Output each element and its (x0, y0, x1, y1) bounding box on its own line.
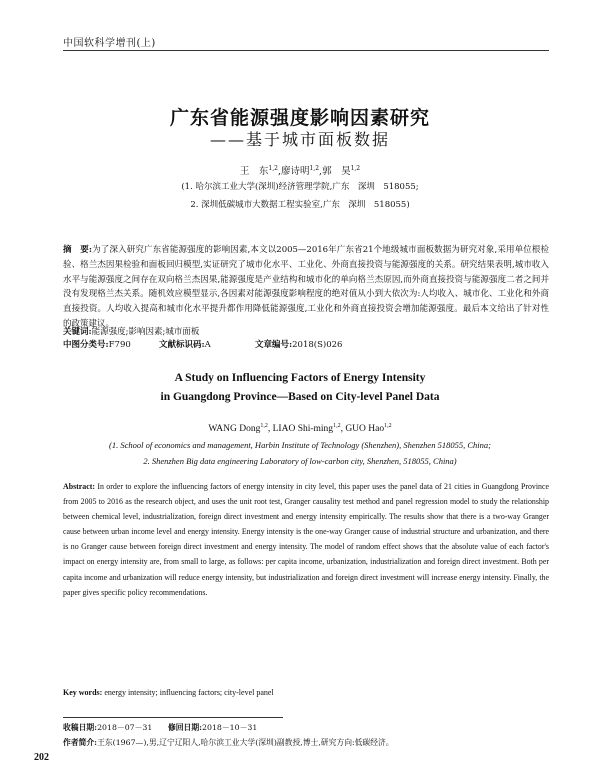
clc-value: F790 (108, 340, 131, 350)
page-number: 202 (34, 752, 49, 763)
en-affiliation-1: (1. School of economics and management, Harbin Institute of Technology (Shenzhen), Shenzhen 518055, China; (109, 440, 491, 450)
header-divider (63, 50, 549, 51)
article-no-label: 文章编号: (255, 340, 293, 350)
author-info-text: 王东(1967—),男,辽宁辽阳人,哈尔滨工业大学(深圳)副教授,博士,研究方向:低碳经济。 (97, 738, 394, 747)
revised-label: 修回日期: (167, 723, 203, 732)
en-title-line-2: in Guangdong Province—Based on City-level Panel Data (160, 391, 440, 403)
clc-label: 中图分类号: (63, 340, 109, 350)
received-label: 收稿日期: (63, 723, 98, 732)
en-title-line-1: A Study on Influencing Factors of Energy Intensity (174, 372, 426, 384)
en-abstract-label: Abstract: (63, 482, 95, 491)
en-abstract-text: In order to explore the influencing factors of energy intensity in city level, this paper uses the panel data of 21 cities in Guangdong Province from 2005 to 2016 as the research object, and uses the unit root test, Granger causality test method and panel regression model to study the relationship between chemical level, industrialization, foreign direct investment and energy intensity empirically. The results show that there is a two-way Granger cause between urban income level and energy intensity. Energy intensity is the one-way Granger cause of industrial structure and urbanization, and there is no Granger cause between foreign direct investment and energy intensity. The model of random effect shows that the absolute value of each factor's impact on energy intensity are, from small to large, as follows: per capita income, urbanization, industrialization and foreign direct investment. Both per capita income and urbanization will reduce energy intensity, but industrialization and foreign direct investment will increase energy intensity. Finally, the paper gives specific policy recommendations. (63, 482, 549, 597)
en-author-name: WANG Dong (208, 424, 261, 435)
en-author-name: GUO Hao (345, 424, 385, 435)
author-info-label: 作者简介: (63, 738, 98, 747)
en-keywords-text: energy intensity; influencing factors; city-level panel (104, 688, 274, 697)
en-abstract (63, 479, 549, 600)
en-author-sup: 1,2 (333, 423, 341, 429)
en-authors: WANG Dong$^{1,2}$, LIAO Shi-ming$^{1,2}$, GUO Hao$^{1,2}$ (208, 423, 392, 435)
en-keywords-label: Key words: (63, 688, 103, 697)
article-no-value: 2018(S)026 (292, 340, 343, 350)
cn-author-sup: 1,2 (268, 164, 278, 172)
cn-keywords-label: 关键词: (63, 327, 92, 337)
author-info-footnote (63, 737, 394, 748)
cn-authors: 王 东$^{1,2}$,廖诗明$^{1,2}$,郭 昊$^{1,2}$ (239, 164, 361, 177)
en-author-sup: 1,2 (260, 423, 268, 429)
cn-author-name: 郭 昊 (322, 166, 351, 177)
classification-info (63, 338, 549, 353)
revised-date: 2018－10－31 (202, 723, 258, 732)
cn-subtitle: ——基于城市面板数据 (209, 130, 390, 149)
doc-code-value: A (204, 340, 211, 350)
en-author-name: LIAO Shi-ming (272, 424, 334, 435)
received-date: 2018－07－31 (97, 723, 153, 732)
doc-code-label: 文献标识码: (159, 340, 205, 350)
dates-footnote (63, 722, 257, 733)
en-keywords (63, 688, 274, 697)
en-affiliation-2: 2. Shenzhen Big data engineering Laboratory of low-carbon city, Shenzhen, 518055, China) (143, 456, 457, 466)
cn-abstract-text: 为了深入研究广东省能源强度的影响因素,本文以2005—2016年广东省21个地级城市面板数据为研究对象,采用单位根检验、格兰杰因果检验和面板回归模型,实证研究了城市化水平、工业化、外商直接投资与能源强度的关系。研究结果表明,城市收入水平与能源强度之间存在双向格兰杰因果,能源强度是产业结构和城市化的单向格兰杰原因,而外商直接投资与能源强度二者之间并没有发现格兰杰关系。随机效应模型显示,各因素对能源强度影响程度的绝对值从小到大依次为:人均收入、城市化、工业化和外商直接投资。人均收入提高和城市化水平提升都作用降低能源强度,工业化和外商直接投资会增加能源强度。最后本文给出了针对性的政策建议。 (63, 245, 549, 329)
cn-author-name: 廖诗明 (280, 166, 310, 177)
cn-author-sup: 1,2 (350, 164, 361, 172)
cn-affiliation-2: 2. 深圳低碳城市大数据工程实验室,广东 深圳 518055) (190, 200, 410, 210)
journal-header: 中国软科学增刊(上) (63, 38, 156, 49)
cn-author-sup: 1,2 (309, 164, 320, 172)
cn-keywords-text: 能源强度;影响因素;城市面板 (91, 327, 200, 337)
cn-author-name: 王 东 (239, 166, 269, 177)
cn-abstract-label: 摘 要: (63, 245, 93, 255)
cn-abstract (63, 243, 549, 332)
en-author-sup: 1,2 (384, 423, 392, 429)
cn-title: 广东省能源强度影响因素研究 (169, 107, 430, 129)
cn-affiliation-1: (1. 哈尔滨工业大学(深圳)经济管理学院,广东 深圳 518055; (181, 182, 419, 192)
footnote-divider (63, 717, 283, 718)
